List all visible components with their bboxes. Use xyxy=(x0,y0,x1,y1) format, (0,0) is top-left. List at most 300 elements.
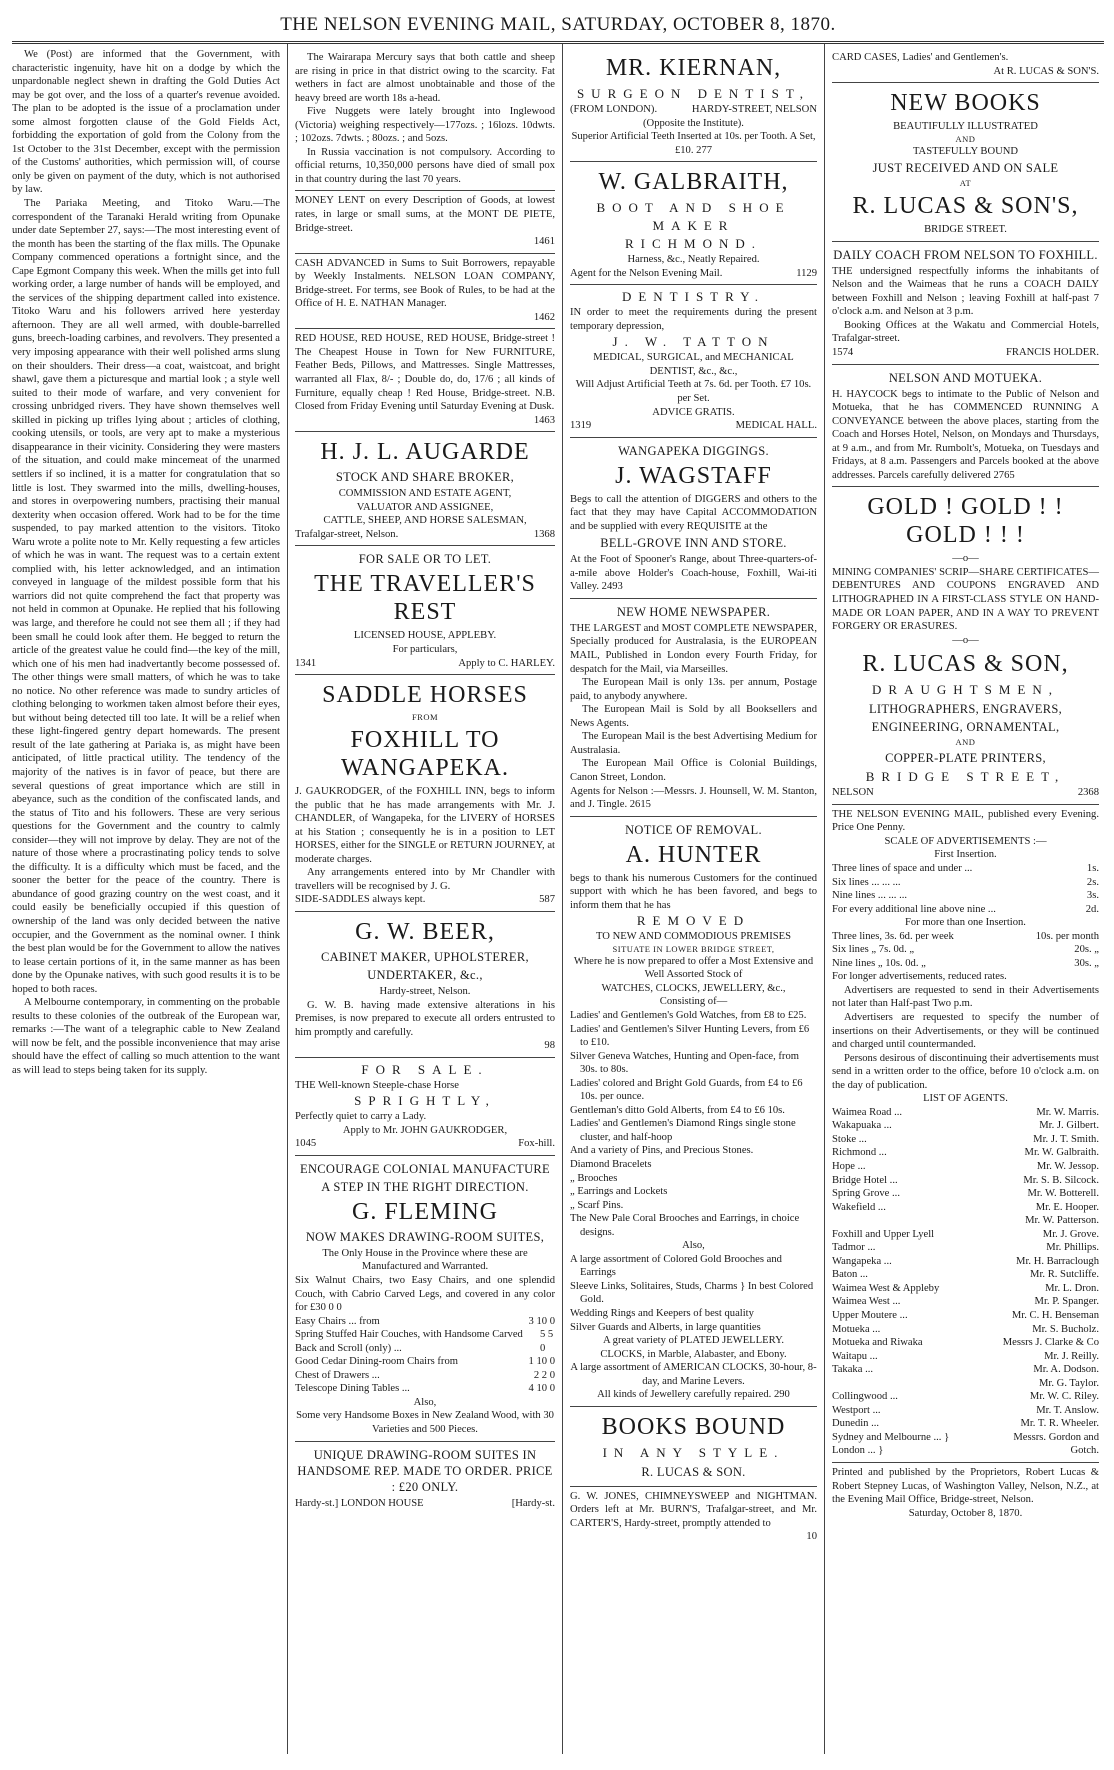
row xyxy=(832,1282,1099,1296)
list-item: And a variety of Pins, and Precious Stones. xyxy=(570,1145,754,1157)
row xyxy=(295,1137,555,1151)
spaced-heading: DRAUGHTSMEN, xyxy=(872,682,1059,698)
spaced-heading: J. W. TATTON xyxy=(612,334,775,350)
column-4 xyxy=(824,44,1106,1754)
row-left: Six lines „ 7s. 0d. „ xyxy=(832,944,915,956)
ad-heading: NELSON AND MOTUEKA. xyxy=(888,370,1043,385)
paragraph: Advertisers are requested to specify the number of insertions on their Advertisements, or they will be continued and charged until countermanded. xyxy=(832,1011,1099,1051)
advertisement xyxy=(570,1487,817,1548)
article xyxy=(12,48,280,1078)
centered-line: Will Adjust Artificial Teeth at 7s. 6d. per Tooth. £7 10s. per Set. xyxy=(575,379,812,405)
advertisement xyxy=(295,912,555,1058)
row-right: Mr. W. Jessop. xyxy=(1036,1160,1099,1172)
row-right: Mr. W. Patterson. xyxy=(1025,1215,1099,1227)
row-left: Hope ... xyxy=(832,1160,866,1172)
spaced-heading: BRIDGE STREET, xyxy=(865,769,1066,785)
spaced-heading: DENTISTRY. xyxy=(621,289,766,305)
row-left: Three lines of space and under ... xyxy=(832,862,973,874)
display-heading: W. GALBRAITH, xyxy=(598,169,789,196)
display-heading: SADDLE HORSES xyxy=(322,682,528,709)
centered-line: Consisting of— xyxy=(659,996,728,1008)
row xyxy=(295,1315,555,1329)
centered-line: Also, xyxy=(682,1240,705,1252)
row-left: Sydney and Melbourne ... } xyxy=(832,1431,950,1443)
row xyxy=(832,1160,1099,1174)
row-left: 1341 xyxy=(295,657,317,669)
small-caption: AND xyxy=(955,737,976,748)
ad-heading: FOR SALE OR TO LET. xyxy=(358,552,492,567)
row-right: Fox-hill. xyxy=(518,1138,555,1150)
spaced-heading: RICHMOND. xyxy=(624,236,763,252)
row-left: Trafalgar-street, Nelson. xyxy=(295,528,399,540)
row xyxy=(832,1377,1099,1391)
row-left: Stoke ... xyxy=(832,1133,867,1145)
paragraph: For longer advertisements, reduced rates. xyxy=(832,971,1007,983)
row xyxy=(832,1106,1099,1120)
row-right: At R. LUCAS & SON'S. xyxy=(993,65,1099,77)
centered-line: Also, xyxy=(413,1396,437,1408)
row-right: 1s. xyxy=(1086,862,1099,874)
centered-line: WATCHES, CLOCKS, JEWELLERY, &c., xyxy=(601,982,786,994)
advertisement xyxy=(295,1156,555,1442)
columns xyxy=(12,44,1104,1754)
row-left: Good Cedar Dining-room Chairs from xyxy=(295,1356,458,1368)
row xyxy=(832,1363,1099,1377)
spaced-heading: FOR SALE. xyxy=(361,1061,489,1077)
paragraph: We (Post) are informed that the Government, with characteristic ingenuity, have hit on a dodge by which the unpardonable neglect shewn in drafting the Gold Duties Act may be got over, and the loss of a quarter's revenue avoided. The plan to be adopted is the issue of a proclamation under some almost forgotten clause of the Gold Fields Act, forbidding the exportation of gold from the Colony from the 1st October to the 31st December, except with the permission of the Customs' authorities, which permission will, of course only be given on payment of the duty, which is not authorised by law. xyxy=(12,49,280,196)
row xyxy=(832,1295,1099,1309)
row-right: Mr. J. T. Smith. xyxy=(1033,1133,1099,1145)
display-heading: THE TRAVELLER'S REST xyxy=(314,571,536,626)
row-right: 2368 xyxy=(1077,787,1099,799)
centered-line: —o— xyxy=(952,634,979,646)
row xyxy=(570,267,817,281)
advertisement xyxy=(832,83,1099,242)
row-left: London ... } xyxy=(832,1445,884,1457)
row-left: For every additional line above nine ... xyxy=(832,903,996,915)
advertisement xyxy=(570,817,817,1407)
row-right: Messrs J. Clarke & Co xyxy=(1002,1337,1099,1349)
paragraph: Printed and published by the Proprietors, Robert Lucas & Robert Stepney Lucas, of Washington Valley, Nelson, N.Z., at the Evening Mail Office, Bridge-street, Nelson. xyxy=(832,1467,1099,1506)
row xyxy=(832,346,1099,360)
paragraph: At the Foot of Spooner's Range, about Three-quarters-of-a-mile above Holder's Coach-house, Foxhill, Wai-iti Valley. 2493 xyxy=(570,554,817,593)
list-item: Ladies' colored and Bright Gold Guards, from £4 to £6 10s. per ounce. xyxy=(570,1077,803,1103)
row-right: Mr. E. Hooper. xyxy=(1035,1201,1099,1213)
row-right: Mr. W. Galbraith. xyxy=(1024,1147,1099,1159)
row-left: 1045 xyxy=(295,1138,317,1150)
advertisement xyxy=(570,599,817,817)
row xyxy=(832,1336,1099,1350)
row-left: SIDE-SADDLES always kept. xyxy=(295,894,426,906)
row xyxy=(295,311,555,325)
row xyxy=(295,528,555,542)
row xyxy=(832,1146,1099,1160)
ad-heading: NEW HOME NEWSPAPER. xyxy=(616,604,771,619)
advertisement xyxy=(295,1442,555,1515)
advertisement xyxy=(295,1058,555,1156)
column-1 xyxy=(12,44,287,1754)
centered-line: Saturday, October 8, 1870. xyxy=(908,1507,1023,1519)
row xyxy=(832,1390,1099,1404)
row-right: 2d. xyxy=(1085,903,1099,915)
row-right: Mr. R. Sutcliffe. xyxy=(1030,1269,1099,1281)
ad-heading: COPPER-PLATE PRINTERS, xyxy=(885,751,1046,766)
paragraph: THE LARGEST and MOST COMPLETE NEWSPAPER, Specially produced for Australasia, is the EUROPEAN MAIL, Published in London every Fourth Friday, for despatch for the Mail, via Marseilles. xyxy=(570,622,817,675)
row-left: Wakapuaka ... xyxy=(832,1120,892,1132)
list-item: Sleeve Links, Solitaires, Studs, Charms } In best Colored Gold. xyxy=(570,1280,814,1306)
centered-line: COMMISSION AND ESTATE AGENT, xyxy=(338,488,512,500)
list-item: Diamond Bracelets xyxy=(570,1158,652,1170)
row-right: HARDY-STREET, NELSON xyxy=(691,104,817,115)
advertisement xyxy=(570,162,817,285)
paragraph: MINING COMPANIES' SCRIP—SHARE CERTIFICATES—DEBENTURES AND COUPONS ENGRAVED AND LITHOGRAPHED IN A FIRST-CLASS STYLE ON HAND-MADE OR LOAN PAPER, AND IN A WAY TO PREVENT FORGERY OR ERASURES. xyxy=(832,566,1099,633)
row xyxy=(295,893,555,907)
list-item: „ Earrings and Lockets xyxy=(570,1186,668,1198)
advertisement xyxy=(832,1463,1099,1524)
display-heading: NEW BOOKS xyxy=(890,90,1041,117)
centered-line: For more than one Insertion. xyxy=(905,917,1026,929)
row xyxy=(832,1444,1099,1458)
row-right: FRANCIS HOLDER. xyxy=(1005,347,1099,359)
row-right: [Hardy-st. xyxy=(511,1497,555,1509)
row-left: Wakefield ... xyxy=(832,1201,886,1213)
row-right: 3 10 0 xyxy=(528,1315,555,1327)
row-right: Mr. S. Bucholz. xyxy=(1032,1323,1099,1335)
row-right: Mr. J. Gilbert. xyxy=(1039,1120,1099,1132)
row xyxy=(832,943,1099,957)
centered-line: First Insertion. xyxy=(934,849,997,861)
row-left: Baton ... xyxy=(832,1269,868,1281)
row-right: Mr. H. Barraclough xyxy=(1016,1255,1099,1267)
row xyxy=(832,862,1099,876)
display-heading: MR. KIERNAN, xyxy=(605,55,782,81)
list-item: Ladies' and Gentlemen's Gold Watches, from £8 to £25. xyxy=(570,1009,807,1021)
display-heading: R. LUCAS & SON, xyxy=(862,651,1069,678)
row-left: Nine lines „ 10s. 0d. „ xyxy=(832,957,926,969)
paragraph: In Russia vaccination is not compulsory. According to official returns, 10,350,000 persons have died of small pox in that country during the last 70 years. xyxy=(295,146,555,185)
row-right: Mr. W. Botterell. xyxy=(1027,1188,1099,1200)
paragraph: The European Mail Office is Colonial Buildings, Canon Street, London. xyxy=(570,758,817,783)
row-left: Three lines, 3s. 6d. per week xyxy=(832,930,954,942)
row-left: Richmond ... xyxy=(832,1147,887,1159)
list-item: A large assortment of Colored Gold Brooches and Earrings xyxy=(570,1253,782,1279)
row-right: 4 10 0 xyxy=(528,1383,555,1395)
paragraph: THE NELSON EVENING MAIL, published every Evening. Price One Penny. xyxy=(832,808,1099,834)
centered-line: The Only House in the Province where these are Manufactured and Warranted. xyxy=(322,1247,528,1273)
row-right: Gotch. xyxy=(1070,1445,1099,1457)
list-item: Gentleman's ditto Gold Alberts, from £4 to £6 10s. xyxy=(570,1104,785,1116)
row-right: Mr. W. Marris. xyxy=(1036,1106,1099,1118)
row xyxy=(832,889,1099,903)
ad-heading: ENCOURAGE COLONIAL MANUFACTURE xyxy=(300,1161,550,1176)
row-left: Collingwood ... xyxy=(832,1391,898,1403)
row-left: Takaka ... xyxy=(832,1364,874,1376)
paragraph: Booking Offices at the Wakatu and Commercial Hotels, Trafalgar-street. xyxy=(832,319,1099,345)
ad-heading: UNIQUE DRAWING-ROOM SUITES IN HANDSOME REP. MADE TO ORDER. PRICE : £20 ONLY. xyxy=(297,1447,553,1494)
row-left: Telescope Dining Tables ... xyxy=(295,1383,410,1395)
paragraph: The European Mail is Sold by all Booksellers and News Agents. xyxy=(570,704,817,729)
centered-line: LICENSED HOUSE, APPLEBY. xyxy=(353,630,497,642)
row xyxy=(832,957,1099,971)
display-heading: G. FLEMING xyxy=(352,1198,498,1225)
list-item: Ladies' and Gentlemen's Silver Hunting Levers, from £6 to £10. xyxy=(570,1023,810,1049)
row xyxy=(832,1417,1099,1431)
centered-line: A great variety of PLATED JEWELLERY. xyxy=(602,1335,785,1347)
spaced-heading: SPRIGHTLY, xyxy=(354,1093,496,1109)
centered-line: MEDICAL, SURGICAL, and MECHANICAL DENTIST, &c., &c., xyxy=(593,352,794,377)
row-right: Mr. L. Dron. xyxy=(1045,1282,1099,1294)
row-right: 3s. xyxy=(1086,890,1099,902)
row-left: (FROM LONDON). xyxy=(570,104,658,115)
row xyxy=(295,1039,555,1053)
row-left: Waimea West ... xyxy=(832,1296,901,1308)
row xyxy=(295,414,555,428)
list-item: Ladies' and Gentlemen's Diamond Rings single stone cluster, and half-hoop xyxy=(570,1118,796,1143)
row-left: Waimea West & Appleby xyxy=(832,1282,940,1294)
row-left: Spring Grove ... xyxy=(832,1188,900,1200)
paragraph: The Wairarapa Mercury says that both cattle and sheep are rising in price in that district owing to the scarcity. Fat wethers in fact are almost unobtainable and those of the heavy breed are worth 18s a-head. xyxy=(295,52,555,104)
small-caption: AND xyxy=(955,133,976,144)
advertisement xyxy=(295,191,555,253)
paragraph: H. HAYCOCK begs to intimate to the Public of Nelson and Motueka, that he has COMMENCED RUNNING A CONVEYANCE between the above places, starting from the Coach and Horses Hotel, Nelson, on Mondays and Thursdays, at 9 a.m., and from Mr. Rumbolt's, Motueka, on Tuesdays and Fridays, at 8 a.m. Passengers and Parcels booked at the above addresses. Parcels carefully delivered 2765 xyxy=(832,388,1099,481)
ad-heading: NOTICE OF REMOVAL. xyxy=(625,822,762,837)
list-item: Silver Geneva Watches, Hunting and Open-face, from 30s. to 80s. xyxy=(570,1050,799,1076)
row-left: 1319 xyxy=(570,420,592,432)
list-item: „ Brooches xyxy=(570,1172,618,1184)
centered-line: LIST OF AGENTS. xyxy=(923,1093,1008,1105)
row xyxy=(570,1530,817,1544)
row-right: 10s. per month xyxy=(1035,930,1099,942)
display-heading: J. WAGSTAFF xyxy=(615,462,772,489)
paragraph: Advertisers are requested to send in their Advertisements not later than Half-past Two p.m. xyxy=(832,984,1099,1010)
row xyxy=(295,1497,555,1511)
row xyxy=(295,657,555,671)
centered-line: ADVICE GRATIS. xyxy=(652,406,735,418)
row-left: Spring Stuffed Hair Couches, with Handsome Carved Back and Scroll (only) ... xyxy=(295,1329,523,1354)
row-left: Wangapeka ... xyxy=(832,1255,892,1267)
paragraph: RED HOUSE, RED HOUSE, RED HOUSE, Bridge-street ! The Cheapest House in Town for New FURNITURE, Feather Beds, Pillows, and Mattresses. Single Mattresses, warranted all Flax, 8/- ; Double do, do, 17/6 ; all kinds of Furniture, equally cheap ! Red House, Bridge-street. N.B. Closed from Friday Evening until Saturday Evening at Dusk. xyxy=(295,333,555,413)
paragraph: Perfectly quiet to carry a Lady. xyxy=(295,1111,427,1123)
row xyxy=(832,65,1099,79)
display-heading: G. W. BEER, xyxy=(355,918,495,945)
row xyxy=(832,1404,1099,1418)
small-caption: FROM xyxy=(411,712,439,723)
centered-line: Hardy-street, Nelson. xyxy=(379,985,471,997)
row-left: Dunedin ... xyxy=(832,1418,880,1430)
ad-heading: LITHOGRAPHERS, ENGRAVERS, xyxy=(868,702,1063,717)
paragraph: IN order to meet the requirements during the present temporary depression, xyxy=(570,307,817,332)
row-left: Easy Chairs ... from xyxy=(295,1315,380,1327)
ad-heading: R. LUCAS & SON. xyxy=(641,1464,746,1479)
display-heading: H. J. L. AUGARDE xyxy=(320,439,530,466)
centered-line: Where he is now prepared to offer a Most Extensive and Well Assorted Stock of xyxy=(573,955,814,981)
row-right: Messrs. Gordon and xyxy=(1013,1431,1099,1443)
row xyxy=(832,1133,1099,1147)
display-heading: GOLD ! GOLD ! ! GOLD ! ! ! xyxy=(867,494,1064,549)
advertisement xyxy=(295,675,555,912)
row-right: 2s. xyxy=(1086,876,1099,888)
advertisement xyxy=(295,432,555,546)
paragraph: The Pariaka Meeting, and Titoko Waru.—The correspondent of the Taranaki Herald writing from Opunake under date September 27, says:—The most interesting event of the month has been the starting of the flax mills. The Opunake Company commenced operations a fortnight since, and the Cape Egmont Company this week. When the mills get into full working order, a large number of hands will be employed, and the services of the shipping department called into existence. Titoko Waru and his followers arrived here yesterday afternoon. They are all well armed, with double-barrelled guns, breech-loading carbines, and revolvers. They presented a very imposing appearance with their well polished arms slung on their shoulders. Their dress—a coat, waistcoat, and bright shawl, gave them a picturesque and martial look ; a style well suited to their mode of warfare, and very convenient for crossing unbridged rivers. They have shown themselves well skilled in picking up trifles lying about ; articles of clothing, cooking utensils, or tools, are very apt to make a mysterious disappearance in their vicinity. Considering they were masters of the situation, and could make mincemeat of the unarmed settlers if so inclined, it is a matter for congratulation that so little is lost. They swarmed into the mills, dwelling-houses, and stores in overpowering numbers, practising their manual dexterity when occasion offered. Work had to be for the time suspended, to pay marked attention to the visitors. Titoko Waru wrote a polite note to Mr. Kelly requesting a few articles of which he was in want. The request was to a certain extent complied with, his letter acknowledged, and an intimation conveyed in language of the mildest possible form that his warriors did not quite comprehend the fact that property was not held in common at Opunake. He replied that his following was large, and therefore he could not see them all ; if they had been small he could look after them. He begged to return the article of the greatest value he could find—the key of the mill, which one of his men had inadvertantly become possessed of. The other things were small matters, of which he was to take no notice. No other reference was made to sundry articles of clothing belonging to workmen taken almost before their eyes, but without being detected till too late. It will be a relief when these light-fingered gentry depart homewards. The present result of the late gathering at Pariaka is, as might have been anticipated, of little practical utility. The tendency of the majority of the natives is in favor of peace, but there are several questions of great importance which are still in abeyance, such as the condition of the confiscated lands, and the status of Tito and his followers. These are very serious questions for the Government and the country to calmly consider—they will not improve by delay. They are not of the nature of those where a procrastinating policy tends to solve the difficulty. It is a difficulty which must be faced, and the sooner the better for the peace of the country. There is abundance of good grazing country on the west coast, and it could easily be beneficially occupied if this question of ownership of the land was only decided between the native occupier, and the Government as the nominal owner. I think the best plan would be for the Government to allow the natives to lease certain portions of it, in the same manner as has been done by the Opunake natives, with such good results it is to be hoped to both races. xyxy=(12,198,280,995)
paragraph: J. GAUKRODGER, of the FOXHILL INN, begs to inform the public that he has made arrangements with Mr. J. CHANDLER, of Wangapeka, for the LIVERY of HORSES at his Station ; consequently he is in a position to LET HORSES, either for the SINGLE or RETURN JOURNEY, at moderate charges. xyxy=(295,786,555,865)
centered-line: All kinds of Jewellery carefully repaired. 290 xyxy=(597,1389,790,1401)
row-right: Mr. Phillips. xyxy=(1046,1242,1099,1254)
centered-line: For particulars, xyxy=(392,643,458,655)
row-left: NELSON xyxy=(832,787,874,799)
ad-heading: A STEP IN THE RIGHT DIRECTION. xyxy=(321,1179,529,1194)
paragraph: THE undersigned respectfully informs the inhabitants of Nelson and the Waimeas that he runs a COACH DAILY between Foxhill and Nelson ; leaving Foxhill at half-past 7 o'clock a.m. and Nelson at 3 p.m. xyxy=(832,265,1099,318)
row-right: 98 xyxy=(544,1040,555,1052)
centered-line: BRIDGE STREET. xyxy=(924,224,1007,236)
advertisement xyxy=(832,487,1099,804)
centered-line: CLOCKS, in Marble, Alabaster, and Ebony. xyxy=(600,1348,787,1360)
row-right: 1368 xyxy=(533,528,555,540)
centered-line: Some very Handsome Boxes in New Zealand Wood, with 30 Varieties and 500 Pieces. xyxy=(296,1410,554,1435)
row-right: 20s. „ xyxy=(1074,944,1099,956)
paragraph: The European Mail is only 13s. per annum, Postage paid, to anybody anywhere. xyxy=(570,677,817,702)
row xyxy=(832,903,1099,917)
row-left: 1574 xyxy=(832,347,854,359)
row-left: Motueka ... xyxy=(832,1323,881,1335)
row-right: Mr. J. Grove. xyxy=(1042,1228,1099,1240)
row-right: 30s. „ xyxy=(1074,957,1099,969)
row xyxy=(832,1323,1099,1337)
paragraph: G. W. JONES, CHIMNEYSWEEP and NIGHTMAN. Orders left at Mr. BURN'S, Trafalgar-street, and Mr. CARTER'S, Hardy-street, promptly attended to xyxy=(570,1490,817,1529)
paragraph: The European Mail is the best Advertising Medium for Australasia. xyxy=(570,731,817,756)
row-left: Waimea Road ... xyxy=(832,1106,903,1118)
spaced-heading: REMOVED xyxy=(636,913,751,929)
row xyxy=(832,876,1099,890)
list-item: Silver Guards and Alberts, in large quantities xyxy=(570,1321,761,1333)
row-right: Mr. S. B. Silcock. xyxy=(1023,1174,1099,1186)
column-2 xyxy=(287,44,562,1754)
small-caption: SITUATE IN LOWER BRIDGE STREET, xyxy=(612,943,775,954)
advertisement xyxy=(832,48,1099,83)
row-right: 1463 xyxy=(533,414,555,426)
row xyxy=(832,1174,1099,1188)
centered-line: Superior Artificial Teeth Inserted at 10s. per Tooth. A Set, £10. 277 xyxy=(571,131,816,156)
row xyxy=(832,1255,1099,1269)
advertisement xyxy=(295,48,555,191)
row xyxy=(832,1214,1099,1228)
row-left: Foxhill and Upper Lyell xyxy=(832,1228,935,1240)
column-3 xyxy=(562,44,824,1754)
row-right: MEDICAL HALL. xyxy=(735,420,817,432)
advertisement xyxy=(832,242,1099,365)
spaced-heading: IN ANY STYLE. xyxy=(602,1444,785,1460)
ad-heading: BELL-GROVE INN AND STORE. xyxy=(600,536,787,551)
list-item: Wedding Rings and Keepers of best quality xyxy=(570,1308,754,1319)
row-left: Nine lines ... ... ... xyxy=(832,890,908,902)
row-left: Agent for the Nelson Evening Mail. xyxy=(570,267,723,279)
centered-line: Harness, &c., Neatly Repaired. xyxy=(627,254,760,266)
row xyxy=(832,1309,1099,1323)
advertisement xyxy=(832,805,1099,1463)
ad-heading: JUST RECEIVED AND ON SALE xyxy=(872,161,1059,176)
centered-line: VALUATOR AND ASSIGNEE, xyxy=(356,501,494,513)
row xyxy=(832,1431,1099,1445)
advertisement xyxy=(570,1407,817,1487)
row-left: Hardy-st.] LONDON HOUSE xyxy=(295,1497,424,1509)
paragraph: G. W. B. having made extensive alterations in his Premises, is now prepared to execute all orders entrusted to him promptly and carefully. xyxy=(295,999,555,1038)
row-right: 1 10 0 xyxy=(528,1356,555,1368)
row xyxy=(295,1382,555,1396)
list-item: „ Scarf Pins. xyxy=(570,1199,624,1211)
row-right: Mr. J. Reilly. xyxy=(1044,1350,1099,1362)
paragraph: Persons desirous of discontinuing their advertisements must send in a written order to the office, before 10 o'clock a.m. on the day of publication. xyxy=(832,1052,1099,1091)
spaced-heading: BOOT AND SHOE MAKER xyxy=(596,200,791,234)
paragraph: begs to thank his numerous Customers for the continued support with which he has been favored, and begs to inform them that he has xyxy=(570,872,817,911)
row-right: 587 xyxy=(539,894,555,906)
advertisement xyxy=(295,329,555,432)
row-right: 10 xyxy=(806,1531,817,1543)
paragraph: A Melbourne contemporary, in commenting on the probable results to these colonies of the outbreak of the European war, remarks :—The want of a telegraphic cable to New Zealand will now be felt, and the possible inconvenience that may arise should have the effect of calling so much attention to the want as will lead to steps being taken for its supply. xyxy=(12,997,280,1077)
row-right: Mr. T. R. Wheeler. xyxy=(1020,1418,1099,1430)
ad-heading: CABINET MAKER, UPHOLSTERER, xyxy=(321,949,529,964)
row-left: Waitapu ... xyxy=(832,1350,878,1362)
paragraph: Five Nuggets were lately brought into Inglewood (Victoria) weighing respectively—177ozs. ; 16lozs. 10dwts. ; 102ozs. 7dwts. ; 80ozs. ; and 5ozs. xyxy=(295,106,555,145)
row-right: 1462 xyxy=(533,311,555,323)
ad-heading: NOW MAKES DRAWING-ROOM SUITES, xyxy=(305,1229,545,1244)
advertisement xyxy=(295,546,555,675)
row-left: Motueka and Riwaka xyxy=(832,1337,923,1349)
paragraph: Begs to call the attention of DIGGERS and others to the fact that they may have Capital ACCOMMODATION and be supplied with every REQUISITE at the xyxy=(570,493,817,532)
row-right: Mr. G. Taylor. xyxy=(1039,1377,1099,1389)
row-right: 5 5 0 xyxy=(539,1329,554,1354)
centered-line: SCALE OF ADVERTISEMENTS :— xyxy=(884,835,1047,847)
row xyxy=(832,1350,1099,1364)
row xyxy=(832,1241,1099,1255)
row-right: 1461 xyxy=(533,236,555,248)
row xyxy=(295,1328,555,1355)
paragraph: Six Walnut Chairs, two Easy Chairs, and one splendid Couch, with Cabrio Carved Legs, and covered in any color for £30 0 0 xyxy=(295,1274,555,1314)
ad-heading: WANGAPEKA DIGGINGS. xyxy=(618,443,769,458)
small-caption: AT xyxy=(959,178,972,189)
spaced-heading: SURGEON DENTIST, xyxy=(576,86,811,101)
paragraph: THE Well-known Steeple-chase Horse xyxy=(295,1079,459,1091)
row-right: 1129 xyxy=(796,267,817,279)
row-right: Mr. C. H. Benseman xyxy=(1011,1310,1099,1321)
ad-heading: STOCK AND SHARE BROKER, xyxy=(335,470,515,485)
advertisement xyxy=(570,285,817,437)
paragraph: Any arrangements entered into by Mr Chandler with travellers will be recognised by J. G. xyxy=(295,867,555,892)
row-right: Mr. T. Anslow. xyxy=(1036,1404,1099,1416)
row-left: Tadmor ... xyxy=(832,1242,876,1254)
advertisement xyxy=(832,365,1099,488)
row xyxy=(832,930,1099,944)
centered-line: TASTEFULLY BOUND xyxy=(912,145,1019,157)
row xyxy=(295,1355,555,1369)
centered-line: CATTLE, SHEEP, AND HORSE SALESMAN, xyxy=(323,515,527,527)
row xyxy=(832,1187,1099,1201)
paragraph: CARD CASES, Ladies' and Gentlemen's. xyxy=(832,52,1009,63)
centered-line: Apply to Mr. JOHN GAUKRODGER, xyxy=(342,1124,508,1136)
centered-line: —o— xyxy=(952,553,979,565)
row-right: Apply to C. HARLEY. xyxy=(458,657,555,669)
advertisement xyxy=(570,438,817,599)
ad-heading: ENGINEERING, ORNAMENTAL, xyxy=(871,720,1060,735)
advertisement xyxy=(570,48,817,162)
centered-line: TO NEW AND COMMODIOUS PREMISES xyxy=(595,931,792,943)
row-left: Six lines ... ... ... xyxy=(832,876,901,888)
centered-line: (Opposite the Institute). xyxy=(643,117,744,129)
row-left: Chest of Drawers ... xyxy=(295,1369,380,1381)
row xyxy=(295,1369,555,1383)
display-heading: BOOKS BOUND xyxy=(601,1413,786,1440)
row xyxy=(570,419,817,433)
row-right: 2 2 0 xyxy=(533,1369,555,1381)
row-right: Mr. P. Spanger. xyxy=(1034,1296,1099,1308)
